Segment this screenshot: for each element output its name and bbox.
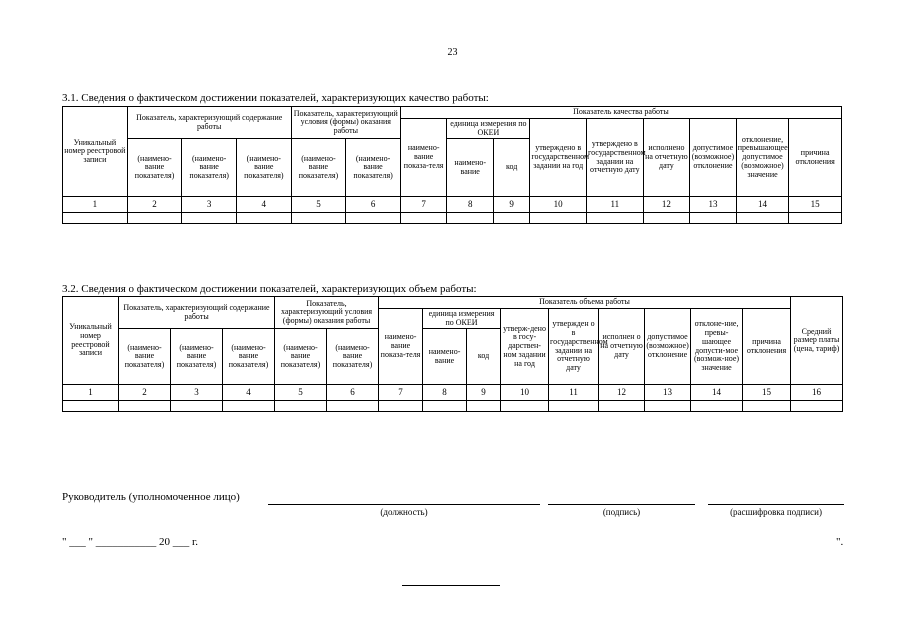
col-number: 8 bbox=[447, 197, 494, 213]
section-title-volume: 3.2. Сведения о фактическом достижении показателей, характеризующих объем работы: bbox=[62, 283, 477, 295]
col-unit-name: наимено-вание bbox=[423, 329, 467, 385]
col-allowed-dev: допустимое (возможное) отклонение bbox=[645, 308, 691, 385]
col-number: 15 bbox=[743, 385, 791, 401]
col-number: 7 bbox=[379, 385, 423, 401]
sub-name: (наимено-вание показателя) bbox=[291, 139, 346, 197]
table-volume bbox=[62, 296, 842, 412]
col-number: 7 bbox=[400, 197, 447, 213]
col-approved-date: утверждено в государственном задании на отчетную дату bbox=[587, 118, 644, 197]
col-allowed-dev: допустимое (возможное) отклонение bbox=[690, 118, 737, 197]
sub-name: (наимено-вание показателя) bbox=[171, 329, 223, 385]
col-number: 1 bbox=[63, 197, 128, 213]
group-conditions: Показатель, характеризующий условия (формы) оказания работы bbox=[291, 107, 400, 139]
col-indicator-name: наимено-вание показа-теля bbox=[400, 118, 447, 197]
caption-position: (должность) bbox=[380, 507, 428, 517]
col-number: 5 bbox=[275, 385, 327, 401]
section-title-quality: 3.1. Сведения о фактическом достижении показателей, характеризующих качество работы: bbox=[62, 92, 489, 104]
decode-line bbox=[708, 504, 844, 505]
col-indicator-name: наимено-вание показа-теля bbox=[379, 308, 423, 385]
sub-name: (наимено-вание показателя) bbox=[327, 329, 379, 385]
position-line bbox=[268, 504, 540, 505]
col-number: 6 bbox=[327, 385, 379, 401]
col-number: 11 bbox=[587, 197, 644, 213]
group-unit: единица измерения по ОКЕИ bbox=[447, 118, 530, 139]
sub-name: (наимено-вание показателя) bbox=[236, 139, 291, 197]
col-registry: Уникальный номер реестровой записи bbox=[63, 107, 128, 197]
col-number: 9 bbox=[467, 385, 501, 401]
table-row bbox=[63, 401, 843, 412]
col-fulfilled: исполнен о на отчетную дату bbox=[599, 308, 645, 385]
sub-name: (наимено-вание показателя) bbox=[127, 139, 182, 197]
group-conditions: Показатель, характеризующий условия (формы) оказания работы bbox=[275, 297, 379, 329]
col-number: 13 bbox=[645, 385, 691, 401]
col-number: 2 bbox=[119, 385, 171, 401]
group-content: Показатель, характеризующий содержание работы bbox=[127, 107, 291, 139]
group-quality: Показатель качества работы bbox=[400, 107, 841, 119]
sub-name: (наимено-вание показателя) bbox=[346, 139, 401, 197]
caption-signature: (подпись) bbox=[602, 507, 641, 517]
sub-name: (наимено-вание показателя) bbox=[275, 329, 327, 385]
col-approved-year: утверждено в государственном задании на год bbox=[530, 118, 587, 197]
col-number: 11 bbox=[549, 385, 599, 401]
page-number: 23 bbox=[447, 47, 458, 58]
col-number: 13 bbox=[690, 197, 737, 213]
col-number: 3 bbox=[171, 385, 223, 401]
sub-name: (наимено-вание показателя) bbox=[119, 329, 171, 385]
col-number: 4 bbox=[236, 197, 291, 213]
col-number: 4 bbox=[223, 385, 275, 401]
date-line: " ___ " ___________ 20 ___ г. bbox=[62, 536, 199, 548]
sub-name: (наимено-вание показателя) bbox=[182, 139, 237, 197]
col-number: 5 bbox=[291, 197, 346, 213]
table-quality bbox=[62, 106, 842, 224]
col-number: 14 bbox=[736, 197, 789, 213]
col-approved-year: утверж-дено в госу-дарствен-ном задании на год bbox=[501, 308, 549, 385]
col-number: 3 bbox=[182, 197, 237, 213]
table-row bbox=[63, 213, 842, 224]
footer-line bbox=[402, 585, 500, 586]
col-number: 9 bbox=[493, 197, 529, 213]
col-fulfilled: исполнено на отчетную дату bbox=[643, 118, 690, 197]
col-approved-date: утвержден о в государственном задании на отчетную дату bbox=[549, 308, 599, 385]
col-unit-name: наимено-вание bbox=[447, 139, 494, 197]
col-registry: Уникальный номер реестровой записи bbox=[63, 297, 119, 385]
caption-decode: (расшифровка подписи) bbox=[730, 507, 822, 517]
col-number: 10 bbox=[530, 197, 587, 213]
col-avg-fee: Средний размер платы (цена, тариф) bbox=[791, 297, 843, 385]
col-number: 15 bbox=[789, 197, 842, 213]
col-number: 16 bbox=[791, 385, 843, 401]
group-content: Показатель, характеризующий содержание работы bbox=[119, 297, 275, 329]
col-unit-code: код bbox=[493, 139, 529, 197]
col-number: 6 bbox=[346, 197, 401, 213]
col-exceed-dev: отклоне-ние, превы-шающее допусти-мое (возмож-ное) значение bbox=[691, 308, 743, 385]
col-unit-code: код bbox=[467, 329, 501, 385]
col-number: 12 bbox=[643, 197, 690, 213]
col-reason: причина отклонения bbox=[743, 308, 791, 385]
col-exceed-dev: отклонение, превышающее допустимое (возможное) значение bbox=[736, 118, 789, 197]
group-volume: Показатель объема работы bbox=[379, 297, 791, 309]
col-reason: причина отклонения bbox=[789, 118, 842, 197]
col-number: 10 bbox=[501, 385, 549, 401]
col-number: 8 bbox=[423, 385, 467, 401]
col-number: 12 bbox=[599, 385, 645, 401]
sub-name: (наимено-вание показателя) bbox=[223, 329, 275, 385]
col-number: 14 bbox=[691, 385, 743, 401]
signature-line bbox=[548, 504, 695, 505]
group-unit: единица измерения по ОКЕИ bbox=[423, 308, 501, 329]
signature-label: Руководитель (уполномоченное лицо) bbox=[62, 491, 240, 503]
col-number: 2 bbox=[127, 197, 182, 213]
col-number: 1 bbox=[63, 385, 119, 401]
closing-quote: ". bbox=[836, 536, 844, 548]
